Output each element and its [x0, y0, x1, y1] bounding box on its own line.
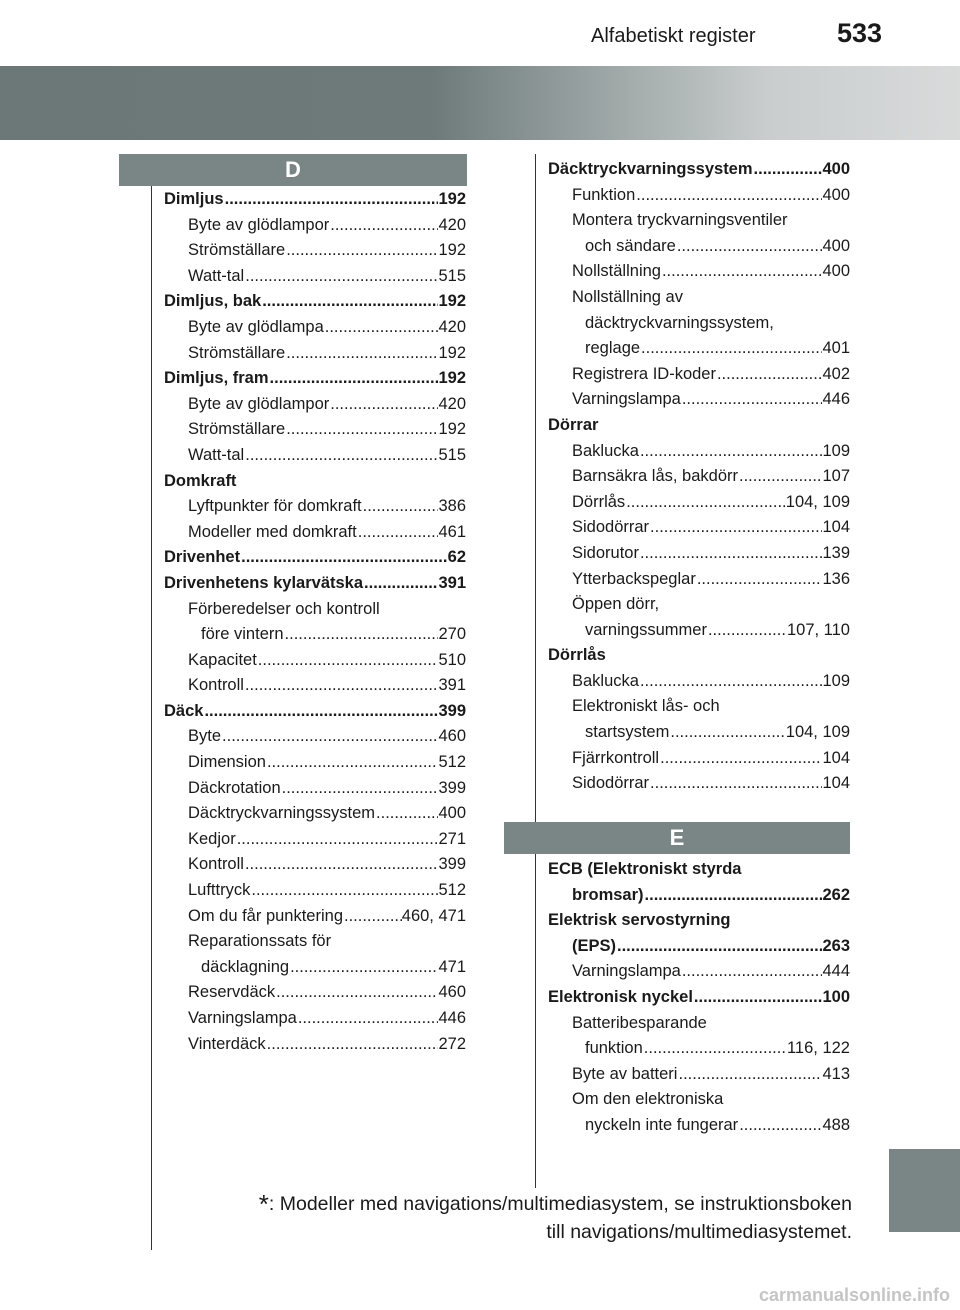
index-entry-label: Watt-tal	[188, 266, 245, 285]
index-entry	[164, 469, 466, 495]
index-entry-label: Reparationssats för	[188, 932, 332, 951]
page-header	[0, 0, 960, 62]
index-entry-label: Dörrlås	[548, 646, 606, 665]
index-entry-label: varningssummer	[585, 620, 707, 639]
index-entry-label: Byte	[188, 727, 222, 746]
chapter-tab	[889, 1149, 960, 1232]
leader-dots	[244, 264, 438, 290]
index-entry-label: Sidodörrar	[572, 518, 650, 537]
index-entry	[548, 259, 850, 285]
index-entry-label: Kontroll	[188, 855, 244, 874]
index-entry-label: Sidodörrar	[572, 774, 650, 793]
index-entry-page: 460	[438, 727, 466, 746]
index-entry-page: 104	[822, 518, 850, 537]
index-entry-page: 512	[438, 881, 466, 900]
index-entry	[548, 883, 850, 909]
leader-dots	[240, 545, 448, 571]
index-entry-page: 192	[438, 241, 466, 260]
index-entry	[548, 413, 850, 439]
column-divider-middle	[535, 154, 536, 1188]
index-entry-label: Funktion	[572, 185, 636, 204]
index-entry	[164, 392, 466, 418]
index-entry	[548, 285, 850, 311]
leader-dots	[669, 720, 785, 746]
index-entry-page: 62	[447, 548, 466, 567]
index-entry-label: Fjärrkontroll	[572, 748, 660, 767]
leader-dots	[362, 494, 439, 520]
index-entry	[164, 494, 466, 520]
index-entry-page: 104, 109	[785, 723, 850, 742]
index-entry	[548, 908, 850, 934]
index-entry	[164, 1006, 466, 1032]
leader-dots	[639, 439, 823, 465]
index-entry	[548, 694, 850, 720]
index-entry-page: 399	[438, 778, 466, 797]
index-entry-page: 104	[822, 774, 850, 793]
index-entry-label: (EPS)	[572, 936, 617, 955]
index-entry-label: och sändare	[585, 236, 676, 255]
index-entry-page: 413	[822, 1064, 850, 1083]
index-entry	[548, 515, 850, 541]
leader-dots	[221, 724, 438, 750]
index-entry-label: Sidorutor	[572, 543, 639, 562]
column-divider-left	[151, 154, 152, 1250]
index-entry	[548, 208, 850, 234]
index-entry-label: Strömställare	[188, 343, 286, 362]
index-entry	[548, 567, 850, 593]
index-column-left	[164, 187, 466, 1057]
index-entry	[164, 929, 466, 955]
index-entry-label: före vintern	[201, 625, 284, 644]
index-entry-label: Drivenhetens kylarvätska	[164, 573, 364, 592]
index-entry	[548, 464, 850, 490]
index-entry-page: 107	[822, 467, 850, 486]
index-entry-page: 192	[438, 292, 466, 311]
index-entry	[548, 934, 850, 960]
category-header-d: D	[119, 154, 467, 186]
index-entry-page: 272	[438, 1034, 466, 1053]
index-entry-label: Byte av glödlampor	[188, 215, 330, 234]
index-entry	[164, 238, 466, 264]
index-entry-page: 400	[822, 160, 850, 178]
index-entry-page: 139	[822, 543, 850, 562]
index-entry-label: Dimljus, fram	[164, 369, 269, 388]
leader-dots	[297, 1006, 439, 1032]
leader-dots	[275, 980, 438, 1006]
index-entry	[548, 857, 850, 883]
index-entry-label: Watt-tal	[188, 445, 245, 464]
index-entry-label: nyckeln inte fungerar	[585, 1115, 739, 1134]
index-entry	[548, 1036, 850, 1062]
watermark: carmanualsonline.info	[758, 1285, 950, 1305]
index-entry-page: 510	[438, 650, 466, 669]
index-column-right-bottom	[548, 857, 850, 1139]
index-column-right-top	[548, 157, 850, 797]
leader-dots	[716, 362, 823, 388]
index-entry	[548, 234, 850, 260]
category-header-e: E	[504, 822, 850, 854]
index-entry-label: Byte av glödlampa	[188, 317, 324, 336]
index-entry-label: Nollställning	[572, 262, 661, 281]
index-entry	[548, 985, 850, 1011]
index-entry	[548, 387, 850, 413]
index-entry-label: Domkraft	[164, 471, 237, 490]
index-entry-page: 402	[822, 364, 850, 383]
index-entry	[164, 289, 466, 315]
index-entry-label: Öppen dörr,	[572, 595, 660, 614]
index-entry	[548, 1113, 850, 1139]
index-entry	[164, 852, 466, 878]
index-entry-label: Montera tryckvarningsventiler	[572, 211, 788, 230]
index-entry	[548, 643, 850, 669]
index-entry-label: Nollställning av	[572, 287, 683, 306]
index-entry-page: 446	[438, 1009, 466, 1027]
footnote-star: *	[258, 1189, 269, 1219]
index-entry-label: Om du får punktering	[188, 906, 343, 925]
leader-dots	[285, 341, 438, 367]
index-entry-page: 446	[822, 390, 850, 409]
section-title: Alfabetiskt register	[591, 25, 756, 47]
index-entry	[164, 776, 466, 802]
index-entry	[548, 669, 850, 695]
index-entry-page: 100	[822, 987, 850, 1006]
index-entry	[548, 1062, 850, 1088]
index-entry-label: Dörrlås	[572, 492, 626, 511]
index-entry-page: 192	[438, 369, 466, 388]
index-entry-label: Varningslampa	[188, 1009, 297, 1027]
index-entry-label: bromsar)	[572, 885, 644, 904]
leader-dots	[644, 883, 823, 909]
leader-dots	[639, 669, 823, 695]
leader-dots	[244, 852, 439, 878]
index-entry-label: Elektroniskt lås- och	[572, 697, 720, 716]
leader-dots	[250, 878, 438, 904]
index-entry-page: 109	[822, 441, 850, 460]
header-banner	[0, 66, 960, 140]
index-entry-label: Strömställare	[188, 420, 286, 439]
index-entry-label: Strömställare	[188, 241, 286, 260]
index-entry-label: funktion	[585, 1039, 643, 1058]
leader-dots	[285, 417, 438, 443]
index-entry-label: Dimension	[188, 753, 266, 772]
index-entry-label: Barnsäkra lås, bakdörr	[572, 467, 738, 486]
leader-dots	[661, 259, 823, 285]
index-entry-label: Elektrisk servostyrning	[548, 911, 731, 930]
index-entry	[164, 1032, 466, 1058]
index-entry	[164, 366, 466, 392]
index-entry-label: Lyftpunkter för domkraft	[188, 497, 362, 516]
index-entry-label: däcktryckvarningssystem,	[585, 313, 774, 332]
leader-dots	[281, 776, 439, 802]
index-entry	[164, 699, 466, 725]
index-entry	[164, 622, 466, 648]
footnote	[259, 1190, 852, 1246]
index-entry-page: 400	[822, 262, 850, 281]
leader-dots	[329, 213, 438, 239]
index-entry-label: Ytterbackspeglar	[572, 569, 696, 588]
index-entry-page: 420	[438, 215, 466, 234]
index-entry	[164, 264, 466, 290]
index-entry	[548, 311, 850, 337]
index-entry	[164, 724, 466, 750]
leader-dots	[266, 1032, 439, 1058]
index-entry-page: 192	[438, 190, 466, 208]
index-entry	[548, 720, 850, 746]
index-entry-page: 136	[822, 569, 850, 588]
leader-dots	[696, 567, 823, 593]
leader-dots	[203, 699, 438, 725]
index-entry-label: Varningslampa	[572, 390, 681, 409]
index-entry-label: Kontroll	[188, 676, 244, 695]
index-entry	[164, 980, 466, 1006]
index-entry-label: Elektronisk nyckel	[548, 987, 693, 1006]
index-entry-label: Byte av glödlampor	[188, 394, 330, 413]
leader-dots	[375, 801, 438, 827]
index-entry	[164, 648, 466, 674]
leader-dots	[676, 234, 823, 260]
leader-dots	[639, 541, 823, 567]
leader-dots	[289, 955, 438, 981]
index-entry	[548, 490, 850, 516]
index-entry-page: 515	[438, 445, 466, 464]
page-number: 533	[836, 18, 882, 48]
index-entry-page: 400	[438, 804, 466, 823]
leader-dots	[343, 904, 402, 930]
leader-dots	[266, 750, 439, 776]
index-entry	[164, 545, 466, 571]
index-entry-page: 263	[822, 936, 850, 955]
leader-dots	[640, 336, 822, 362]
index-entry-page: 420	[438, 394, 466, 413]
index-entry	[164, 213, 466, 239]
leader-dots	[707, 618, 787, 644]
index-entry-label: Lufttryck	[188, 881, 251, 900]
index-entry	[164, 955, 466, 981]
index-entry-label: Dörrar	[548, 415, 599, 434]
index-entry-label: Dimljus	[164, 190, 224, 208]
index-entry-label: däcklagning	[201, 957, 290, 976]
index-entry	[164, 315, 466, 341]
index-entry-page: 391	[438, 676, 466, 695]
index-entry-label: Batteribesparande	[572, 1013, 707, 1032]
index-entry-page: 515	[438, 266, 466, 285]
index-entry-label: Varningslampa	[572, 962, 681, 981]
leader-dots	[357, 520, 439, 546]
leader-dots	[625, 490, 786, 516]
leader-dots	[244, 673, 439, 699]
index-entry-page: 270	[438, 625, 466, 644]
leader-dots	[643, 1036, 787, 1062]
index-entry-page: 116, 122	[786, 1039, 850, 1058]
index-entry	[164, 597, 466, 623]
leader-dots	[363, 571, 438, 597]
index-entry	[548, 439, 850, 465]
leader-dots	[269, 366, 439, 392]
index-entry	[548, 183, 850, 209]
index-entry	[548, 362, 850, 388]
index-entry	[164, 750, 466, 776]
index-entry	[548, 157, 850, 183]
index-entry	[164, 801, 466, 827]
index-entry-page: 109	[822, 671, 850, 690]
leader-dots	[224, 187, 439, 213]
index-entry	[548, 771, 850, 797]
leader-dots	[649, 515, 822, 541]
index-entry	[164, 878, 466, 904]
leader-dots	[616, 934, 822, 960]
index-entry-page: 460, 471	[401, 906, 466, 925]
index-entry-label: Vinterdäck	[188, 1034, 266, 1053]
leader-dots	[324, 315, 439, 341]
index-entry-page: 399	[438, 701, 466, 720]
leader-dots	[753, 157, 823, 183]
leader-dots	[244, 443, 438, 469]
index-entry-page: 391	[438, 573, 466, 592]
index-entry	[164, 571, 466, 597]
index-entry-label: Om den elektroniska	[572, 1090, 724, 1109]
index-entry-page: 400	[822, 236, 850, 255]
index-entry-label: Förberedelser och kontroll	[188, 599, 380, 618]
leader-dots	[635, 183, 822, 209]
index-entry-label: Modeller med domkraft	[188, 522, 357, 541]
index-entry-page: 104	[822, 748, 850, 767]
index-entry-page: 420	[438, 317, 466, 336]
index-entry-label: Dimljus, bak	[164, 292, 262, 311]
index-entry-page: 461	[438, 522, 466, 541]
index-entry	[164, 520, 466, 546]
footnote-line-2: till navigations/multimediasystemet.	[546, 1221, 852, 1243]
leader-dots	[681, 387, 823, 413]
leader-dots	[693, 985, 823, 1011]
index-entry	[548, 541, 850, 567]
footnote-line-1: : Modeller med navigations/multimediasystem, se instruktionsboken	[268, 1193, 852, 1215]
index-entry-page: 401	[822, 339, 850, 358]
index-entry-page: 262	[822, 885, 850, 904]
index-entry-label: Kedjor	[188, 829, 236, 848]
leader-dots	[285, 238, 438, 264]
leader-dots	[677, 1062, 822, 1088]
index-entry-label: Drivenhet	[164, 548, 241, 567]
leader-dots	[738, 464, 822, 490]
index-entry-page: 107, 110	[786, 620, 850, 639]
index-entry	[548, 618, 850, 644]
index-entry-label: Reservdäck	[188, 983, 276, 1002]
index-entry-page: 512	[438, 753, 466, 772]
index-entry-label: Baklucka	[572, 441, 639, 460]
index-entry-page: 192	[438, 420, 466, 439]
index-entry	[164, 673, 466, 699]
index-entry-label: Däcktryckvarningssystem	[188, 804, 376, 823]
index-entry-page: 488	[822, 1115, 850, 1134]
index-entry-label: startsystem	[585, 723, 670, 742]
index-entry-page: 444	[822, 962, 850, 981]
index-entry	[164, 417, 466, 443]
index-entry-label: Byte av batteri	[572, 1064, 678, 1083]
index-entry-label: ECB (Elektroniskt styrda	[548, 860, 742, 878]
index-entry-page: 192	[438, 343, 466, 362]
index-entry-label: Däck	[164, 701, 204, 720]
index-entry-page: 104, 109	[785, 492, 850, 511]
leader-dots	[738, 1113, 822, 1139]
index-entry-page: 386	[438, 497, 466, 516]
leader-dots	[257, 648, 439, 674]
index-entry-page: 460	[438, 983, 466, 1002]
index-entry-page: 271	[438, 829, 466, 848]
index-entry	[548, 1087, 850, 1113]
index-entry	[164, 443, 466, 469]
index-entry-label: Kapacitet	[188, 650, 257, 669]
index-entry	[548, 592, 850, 618]
leader-dots	[659, 746, 822, 772]
leader-dots	[329, 392, 438, 418]
index-entry	[548, 336, 850, 362]
leader-dots	[284, 622, 439, 648]
index-entry-page: 399	[438, 855, 466, 874]
index-entry	[548, 746, 850, 772]
index-entry-label: Däckrotation	[188, 778, 281, 797]
index-entry-label: Däcktryckvarningssystem	[548, 160, 753, 178]
leader-dots	[681, 959, 823, 985]
leader-dots	[261, 289, 438, 315]
index-entry	[164, 187, 466, 213]
index-entry	[548, 959, 850, 985]
index-entry-label: Registrera ID-koder	[572, 364, 716, 383]
index-entry	[164, 827, 466, 853]
index-entry-label: reglage	[585, 339, 641, 358]
index-entry	[164, 904, 466, 930]
index-entry-label: Baklucka	[572, 671, 639, 690]
index-entry	[548, 1011, 850, 1037]
leader-dots	[236, 827, 439, 853]
index-entry-page: 400	[822, 185, 850, 204]
index-entry	[164, 341, 466, 367]
leader-dots	[649, 771, 822, 797]
index-entry-page: 471	[438, 957, 466, 976]
